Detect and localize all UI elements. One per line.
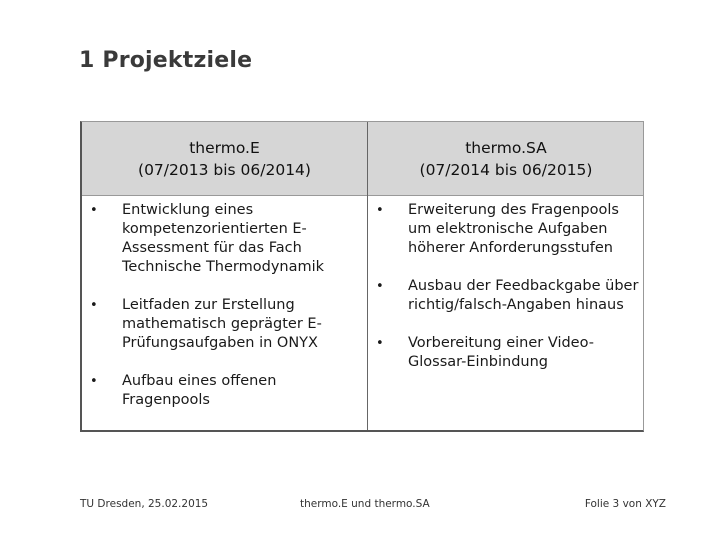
list-item: [90, 201, 355, 277]
header-thermo-sa: [368, 122, 644, 195]
bullet-icon: •: [376, 336, 384, 351]
list-item-text: Erweiterung des Fragenpools um elektronische Aufgaben höherer Anforderungsstufen: [408, 202, 619, 256]
list-item: [376, 277, 641, 315]
list-item-text: Leitfaden zur Erstellung mathematisch geprägter E-Prüfungsaufgaben in ONYX: [122, 297, 322, 351]
header-thermo-e: [82, 122, 367, 195]
list-item: [90, 372, 355, 410]
list-item-text: Vorbereitung einer Video-Glossar-Einbindung: [408, 335, 594, 370]
header-thermo-e-period: (07/2013 bis 06/2014): [138, 160, 311, 179]
list-item: [376, 334, 641, 372]
list-item-text: Ausbau der Feedbackgabe über richtig/falsch-Angaben hinaus: [408, 278, 639, 313]
header-thermo-sa-name: thermo.SA: [465, 138, 547, 157]
list-item-text: Aufbau eines offenen Fragenpools: [122, 373, 277, 408]
bullet-icon: •: [90, 374, 98, 389]
thermo-sa-goals-list: [376, 201, 641, 372]
list-item: [90, 296, 355, 353]
header-thermo-e-name: thermo.E: [189, 138, 260, 157]
slide-title: 1 Projektziele: [79, 48, 253, 73]
header-thermo-sa-period: (07/2014 bis 06/2015): [419, 160, 593, 179]
footer-title: thermo.E und thermo.SA: [300, 498, 430, 510]
list-item-text: Entwicklung eines kompetenzorientierten E-Assessment für das Fach Technische Thermodynamik: [122, 202, 325, 275]
bullet-icon: •: [376, 279, 384, 294]
bullet-icon: •: [376, 203, 384, 218]
list-item: [376, 201, 641, 258]
table-header-row: [82, 122, 643, 196]
bullet-icon: •: [90, 203, 98, 218]
goals-table: [80, 121, 644, 432]
thermo-e-goals-list: [90, 201, 355, 410]
footer-page-number: Folie 3 von XYZ: [584, 498, 666, 510]
bullet-icon: •: [90, 298, 98, 313]
column-divider: [367, 122, 368, 430]
footer-date: TU Dresden, 25.02.2015: [80, 498, 209, 510]
